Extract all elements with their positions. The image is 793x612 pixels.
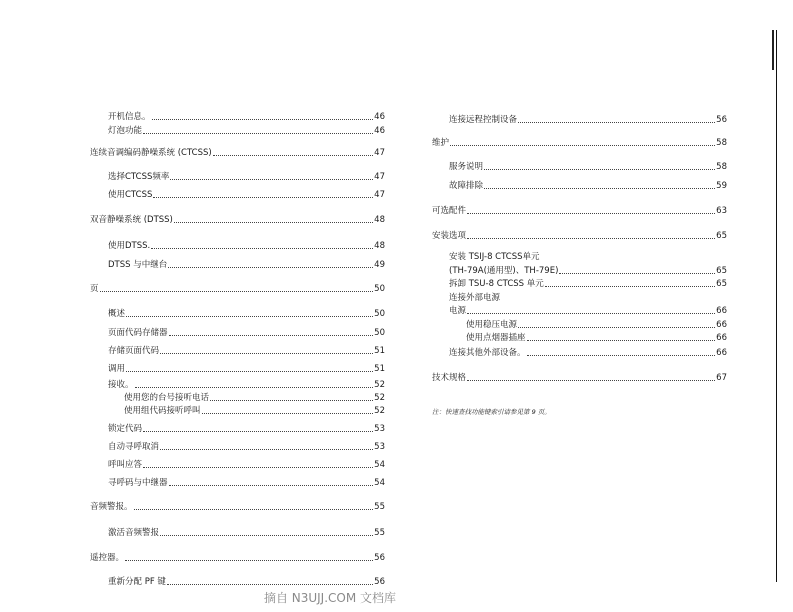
toc-leader	[518, 121, 715, 123]
index-note: 注：快速查找功能键索引请参见第 9 页。	[432, 408, 551, 416]
toc-entry-page: 52	[374, 380, 385, 390]
toc-leader	[160, 534, 373, 536]
toc-entry-title: 使用DTSS.	[108, 241, 151, 251]
toc-leader	[467, 379, 715, 381]
toc-entry-title: 安装 TSIJ-8 CTCSS单元	[449, 252, 540, 262]
toc-entry	[108, 459, 385, 471]
toc-leader	[170, 178, 373, 180]
toc-entry	[449, 114, 727, 126]
toc-entry-page: 66	[716, 333, 727, 343]
toc-entry-title: 存储页面代码	[108, 346, 160, 356]
toc-entry-page: 54	[374, 460, 385, 470]
toc-leader	[559, 272, 715, 274]
toc-subentry	[124, 405, 385, 417]
toc-entry-title: 使用CTCSS	[108, 190, 153, 200]
toc-entry-page: 53	[374, 442, 385, 452]
toc-entry-page: 47	[374, 172, 385, 182]
toc-leader	[518, 326, 715, 328]
toc-leader	[143, 430, 373, 432]
toc-entry-title: 开机信息。	[108, 112, 151, 122]
toc-entry	[108, 240, 385, 252]
toc-entry-page: 55	[374, 528, 385, 538]
toc-entry	[449, 347, 727, 359]
toc-entry-title: 故障排除	[449, 181, 484, 191]
toc-leader	[169, 334, 374, 336]
toc-section	[432, 230, 727, 242]
toc-leader	[467, 212, 715, 214]
toc-entry-title: 激活音频警报	[108, 528, 160, 538]
toc-entry-page: 58	[716, 138, 727, 148]
toc-entry-page: 48	[374, 215, 385, 225]
toc-entry-title: 连续音调编码静噪系统 (CTCSS)	[90, 148, 212, 158]
toc-entry-page: 58	[716, 162, 727, 172]
toc-entry-page: 47	[374, 148, 385, 158]
toc-entry	[108, 576, 385, 588]
page-edge-line	[776, 30, 777, 582]
toc-entry-title: 页面代码存储器	[108, 328, 168, 338]
toc-entry-page: 63	[716, 206, 727, 216]
page-edge-mark	[772, 30, 774, 70]
toc-entry-title: 拆卸 TSU-8 CTCSS 单元	[449, 279, 544, 289]
toc-entry-title: 接收。	[108, 380, 134, 390]
toc-entry-page: 65	[716, 279, 727, 289]
toc-entry-title: 安装选项	[432, 231, 467, 241]
toc-entry-title: 遥控器。	[90, 553, 125, 563]
toc-leader	[160, 448, 373, 450]
toc-entry	[108, 345, 385, 357]
toc-entry-page: 67	[716, 373, 727, 383]
toc-entry-title: 自动寻呼取消	[108, 442, 160, 452]
toc-subentry	[124, 392, 385, 404]
toc-entry	[108, 363, 385, 375]
toc-entry	[449, 265, 727, 277]
toc-entry	[108, 259, 385, 271]
toc-leader	[467, 312, 715, 314]
toc-entry-page: 56	[716, 115, 727, 125]
toc-entry-title: 重新分配 PF 键	[108, 577, 166, 587]
toc-leader	[202, 412, 374, 414]
toc-entry-title: 寻呼码与中继器	[108, 478, 168, 488]
toc-entry-page: 51	[374, 364, 385, 374]
toc-entry	[449, 278, 727, 290]
toc-section	[90, 283, 385, 295]
toc-section	[90, 214, 385, 226]
toc-entry-title: 技术规格	[432, 373, 467, 383]
toc-section	[90, 552, 385, 564]
toc-leader	[484, 187, 715, 189]
toc-entry	[449, 180, 727, 192]
toc-leader	[467, 237, 715, 239]
toc-entry-title: 使用稳压电源	[466, 320, 518, 330]
toc-entry	[108, 327, 385, 339]
toc-entry	[108, 189, 385, 201]
toc-entry-page: 59	[716, 181, 727, 191]
toc-entry-page: 46	[374, 126, 385, 136]
toc-entry	[108, 477, 385, 489]
toc-leader	[167, 583, 373, 585]
toc-entry-title: 页	[90, 284, 99, 294]
toc-entry-page: 66	[716, 306, 727, 316]
toc-leader	[100, 290, 374, 292]
toc-entry-title: 使用您的台号接听电话	[124, 393, 210, 403]
toc-leader	[450, 144, 715, 146]
toc-entry-page: 50	[374, 309, 385, 319]
toc-entry-page: 48	[374, 241, 385, 251]
toc-leader	[527, 339, 716, 341]
toc-leader	[152, 118, 374, 120]
toc-entry	[108, 125, 385, 137]
toc-entry-page: 52	[374, 393, 385, 403]
toc-entry-page: 50	[374, 284, 385, 294]
toc-entry-heading	[449, 251, 727, 263]
toc-entry-title: 连接远程控制设备	[449, 115, 518, 125]
toc-leader	[135, 386, 374, 388]
toc-leader	[143, 466, 373, 468]
toc-entry	[108, 379, 385, 391]
toc-entry-title: 使用点烟器插座	[466, 333, 526, 343]
watermark-footer: 摘自 N3UJJ.COM 文档库	[263, 591, 397, 605]
toc-entry-title: 可选配件	[432, 206, 467, 216]
toc-entry-page: 66	[716, 320, 727, 330]
toc-leader	[125, 559, 373, 561]
toc-entry-title: 呼叫应答	[108, 460, 143, 470]
toc-entry-page: 51	[374, 346, 385, 356]
toc-section	[432, 372, 727, 384]
toc-leader	[169, 484, 374, 486]
toc-section	[432, 137, 727, 149]
toc-entry-page: 47	[374, 190, 385, 200]
toc-entry	[449, 305, 727, 317]
toc-entry-heading	[449, 292, 727, 304]
toc-leader	[143, 132, 373, 134]
toc-entry-page: 50	[374, 328, 385, 338]
toc-entry-title: 双音静噪系统 (DTSS)	[90, 215, 173, 225]
toc-leader	[151, 247, 373, 249]
toc-entry-title: 音频警报。	[90, 502, 133, 512]
toc-leader	[213, 154, 373, 156]
toc-leader	[160, 352, 373, 354]
toc-section	[90, 147, 385, 159]
toc-entry-page: 54	[374, 478, 385, 488]
toc-entry	[108, 527, 385, 539]
toc-leader	[527, 354, 716, 356]
toc-entry	[108, 441, 385, 453]
toc-entry	[108, 171, 385, 183]
toc-leader	[168, 266, 373, 268]
toc-leader	[153, 196, 373, 198]
toc-section	[432, 205, 727, 217]
toc-subentry	[466, 332, 727, 344]
toc-entry-title: 使用组代码接听呼叫	[124, 406, 201, 416]
toc-entry-title: 调用	[108, 364, 126, 374]
toc-section	[90, 501, 385, 513]
toc-entry	[108, 111, 385, 123]
toc-entry-page: 66	[716, 348, 727, 358]
toc-entry-page: 55	[374, 502, 385, 512]
toc-entry-title: (TH-79A(通用型)、TH-79E)	[449, 266, 559, 276]
toc-entry-title: 服务说明	[449, 162, 484, 172]
toc-subentry	[466, 319, 727, 331]
toc-entry-title: DTSS 与中继台	[108, 260, 168, 270]
toc-entry-page: 56	[374, 577, 385, 587]
toc-leader	[126, 370, 373, 372]
toc-entry-page: 46	[374, 112, 385, 122]
toc-entry-title: 连接其他外部设备。	[449, 348, 526, 358]
toc-entry-page: 65	[716, 231, 727, 241]
toc-entry	[108, 423, 385, 435]
toc-entry-title: 连接外部电源	[449, 293, 501, 303]
toc-entry	[449, 161, 727, 173]
toc-entry-page: 53	[374, 424, 385, 434]
toc-leader	[126, 315, 373, 317]
toc-entry-page: 49	[374, 260, 385, 270]
toc-entry-title: 选择CTCSS频率	[108, 172, 170, 182]
toc-leader	[134, 508, 374, 510]
toc-entry-title: 概述	[108, 309, 126, 319]
toc-entry-title: 维护	[432, 138, 450, 148]
toc-entry	[108, 308, 385, 320]
toc-entry-page: 56	[374, 553, 385, 563]
toc-leader	[174, 221, 373, 223]
toc-entry-page: 65	[716, 266, 727, 276]
toc-entry-title: 电源	[449, 306, 467, 316]
toc-leader	[484, 168, 715, 170]
toc-leader	[210, 399, 373, 401]
toc-entry-title: 锁定代码	[108, 424, 143, 434]
toc-entry-page: 52	[374, 406, 385, 416]
toc-leader	[545, 285, 715, 287]
toc-entry-title: 灯泡功能	[108, 126, 143, 136]
